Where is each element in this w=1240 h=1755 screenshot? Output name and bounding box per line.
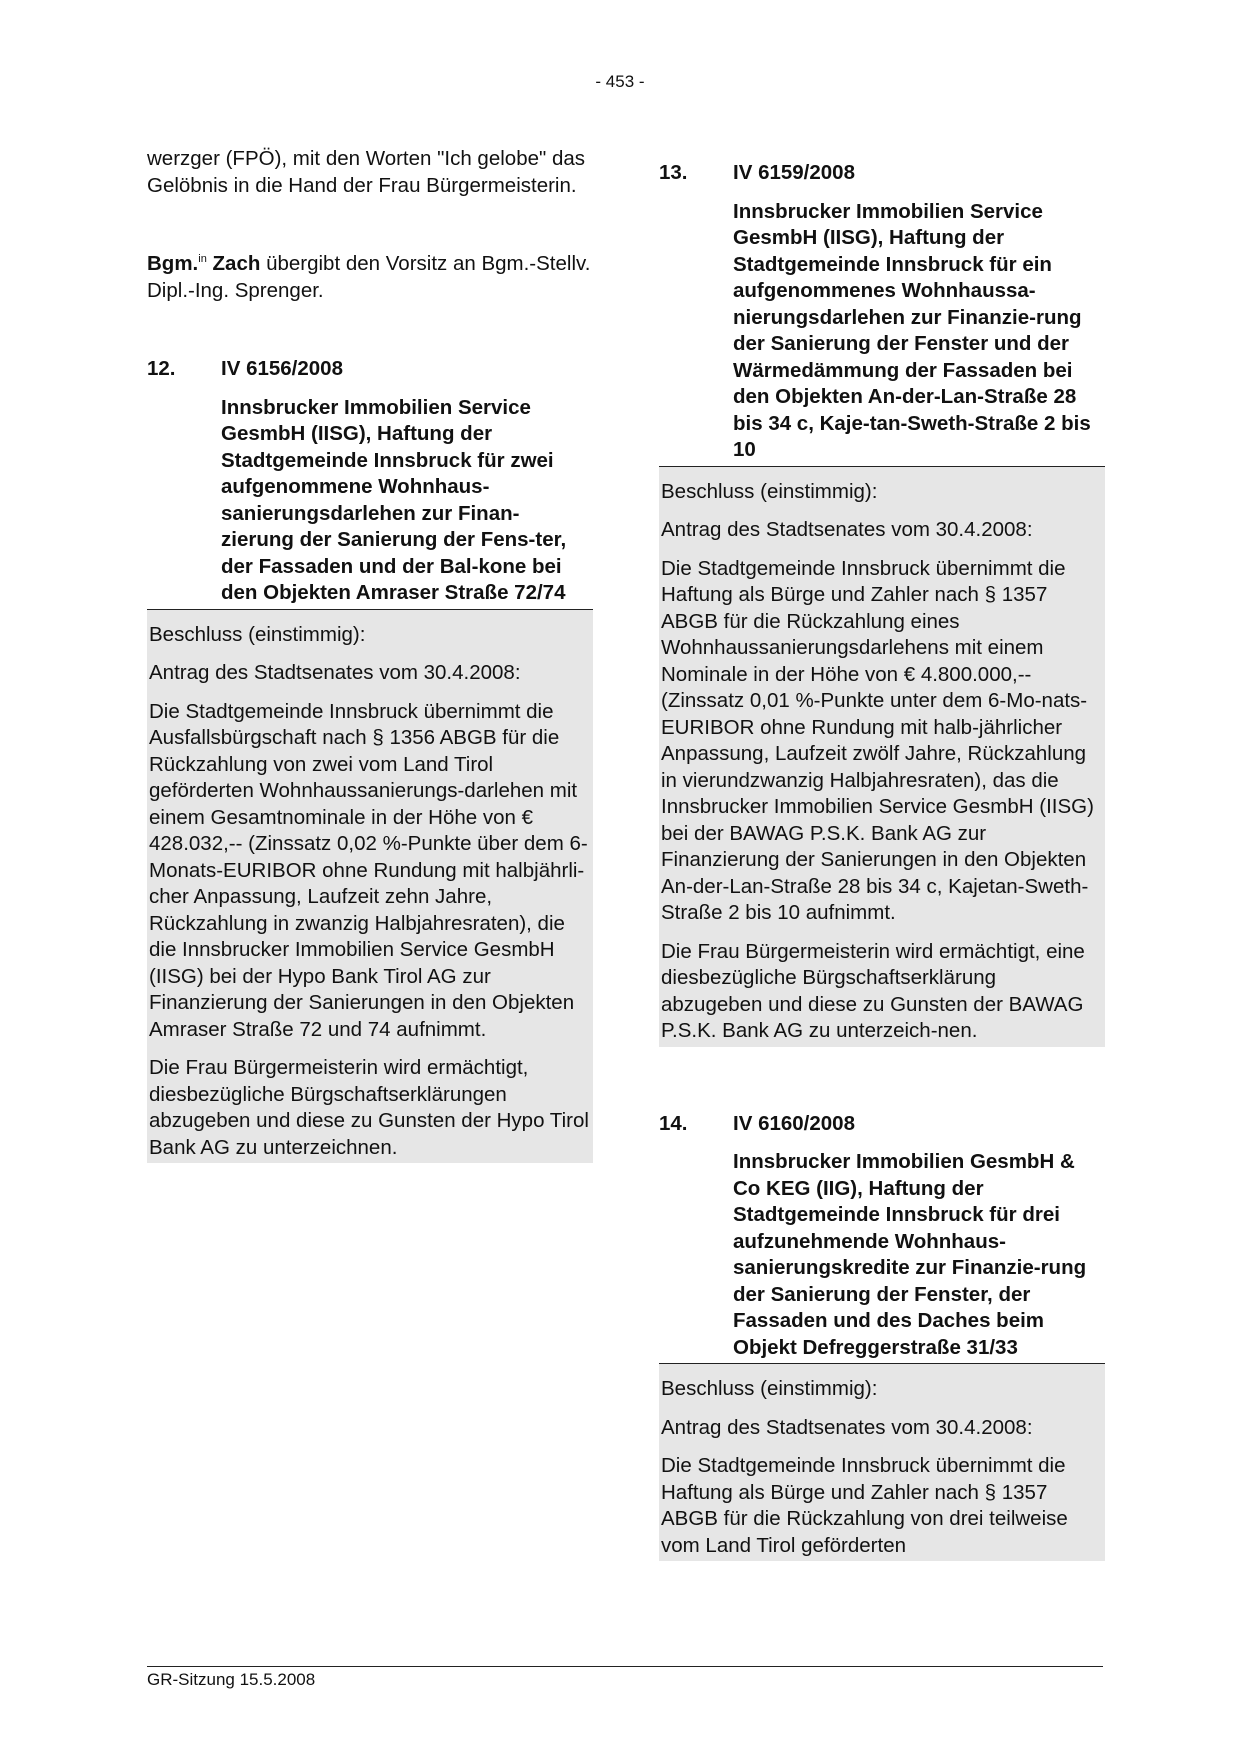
item-14-resolution xyxy=(659,1364,1105,1561)
handover-rest: übergibt den Vorsitz an Bgm.-Stellv. Dipl.-Ing. Sprenger. xyxy=(147,252,591,302)
item-12-head xyxy=(147,356,593,383)
item-13-antrag: Antrag des Stadtsenates vom 30.4.2008: xyxy=(661,518,1033,541)
item-13-text2: Die Frau Bürgermeisterin wird ermächtigt, eine diesbezügliche Bürgschaftserklärung abzugeben und diese zu Gunsten der BAWAG P.S.K. Bank AG zu unterzeich-nen. xyxy=(661,939,1085,1042)
handover-text xyxy=(147,251,593,304)
item-12-antrag: Antrag des Stadtsenates vom 30.4.2008: xyxy=(149,661,521,684)
item-13-head xyxy=(659,160,1105,187)
handover-title: Bgm. xyxy=(147,252,199,275)
item-12-title: Innsbrucker Immobilien Service GesmbH (IISG), Haftung der Stadtgemeinde Innsbruck für zwei aufgenommene Wohnhaus-sanierungsdarlehen zur Finan-zierung der Sanierung der Fens-ter, der Fassaden und der Bal-kone bei den Objekten Amraser Straße 72/74 xyxy=(147,395,593,610)
item-12-beschluss: Beschluss (einstimmig): xyxy=(149,622,366,646)
item-13-text1: Die Stadtgemeinde Innsbruck übernimmt die Haftung als Bürge und Zahler nach § 1357 ABGB für die Rückzahlung eines Wohnhaussanierungsdarlehens mit einem Nominale in der Höhe von € 4.800.000,-- (Zinssatz 0,01 %-Punkte unter dem 6-Mo-nats-EURIBOR ohne Rundung mit halb-jährlicher Anpassung, Laufzeit zwölf Jahre, Rückzahlung in vierundzwanzig Halbjahresraten), das die Innsbrucker Immobilien Service GesmbH (IISG) bei der BAWAG P.S.K. Bank AG zur Finanzierung der Sanierungen in den Objekten An-der-Lan-Straße 28 bis 34 c, Kajetan-Sweth-Straße 2 bis 10 aufnimmt. xyxy=(661,556,1094,924)
item-14-title: Innsbrucker Immobilien GesmbH & Co KEG (IIG), Haftung der Stadtgemeinde Innsbruck für drei aufzunehmende Wohnhaus-sanierungskredite zur Finanzie-rung der Sanierung der Fenster, der Fassaden und des Daches beim Objekt Defreggerstraße 31/33 xyxy=(659,1149,1105,1364)
item-12-ref: IV 6156/2008 xyxy=(221,357,343,380)
footer-divider xyxy=(147,1666,1103,1667)
footer-text: GR-Sitzung 15.5.2008 xyxy=(147,1670,316,1689)
handover-sup: in xyxy=(198,253,207,266)
item-13-ref: IV 6159/2008 xyxy=(733,161,855,184)
item-14 xyxy=(659,1111,1105,1562)
item-14-number: 14. xyxy=(659,1111,688,1135)
page-number: - 453 - xyxy=(595,72,645,91)
item-14-beschluss: Beschluss (einstimmig): xyxy=(661,1377,878,1400)
left-column xyxy=(147,146,593,1163)
item-12 xyxy=(147,356,593,1163)
item-14-head xyxy=(659,1111,1105,1138)
item-13-title: Innsbrucker Immobilien Service GesmbH (IISG), Haftung der Stadtgemeinde Innsbruck für ein aufgenommenes Wohnhaussa-nierungsdarlehen zur Finanzie-rung der Sanierung der Fenster und der Wärmedämmung der Fassaden bei den Objekten An-der-Lan-Straße 28 bis 34 c, Kaje-tan-Sweth-Straße 2 bis 10 xyxy=(659,199,1105,467)
item-14-antrag: Antrag des Stadtsenates vom 30.4.2008: xyxy=(661,1415,1033,1439)
item-13 xyxy=(659,160,1105,1047)
item-13-resolution xyxy=(659,467,1105,1047)
handover-name: Zach xyxy=(212,252,261,275)
item-12-text2: Die Frau Bürgermeisterin wird ermächtigt, diesbezügliche Bürgschaftserklärungen abzugeben und diese zu Gunsten der Hypo Tirol Bank AG zu unterzeichnen. xyxy=(149,1056,589,1159)
item-14-ref: IV 6160/2008 xyxy=(733,1111,855,1135)
item-13-beschluss: Beschluss (einstimmig): xyxy=(661,479,878,503)
item-12-text1: Die Stadtgemeinde Innsbruck übernimmt die Ausfallsbürgschaft nach § 1356 ABGB für die Rückzahlung von zwei vom Land Tirol geförderten Wohnhaussanierungs-darlehen mit einem Gesamtnominale in der Höhe von € 428.032,-- (Zinssatz 0,02 %-Punkte über dem 6-Monats-EURIBOR ohne Rundung mit halbjährli-cher Anpassung, Laufzeit zehn Jahre, Rückzahlung in zwanzig Halbjahresraten), die die Innsbrucker Immobilien Service GesmbH (IISG) bei der Hypo Bank Tirol AG zur Finanzierung der Sanierungen in den Objekten Amraser Straße 72 und 74 aufnimmt. xyxy=(149,699,588,1041)
item-12-number: 12. xyxy=(147,357,176,380)
item-12-resolution xyxy=(147,610,593,1164)
item-14-text1: Die Stadtgemeinde Innsbruck übernimmt die Haftung als Bürge und Zahler nach § 1357 ABGB für die Rückzahlung von drei teilweise vom Land Tirol geförderten xyxy=(661,1454,1068,1557)
item-13-number: 13. xyxy=(659,161,688,184)
intro-text: werzger (FPÖ), mit den Worten "Ich gelobe" das Gelöbnis in die Hand der Frau Bürgermeisterin. xyxy=(147,147,586,197)
right-column xyxy=(659,160,1105,1561)
